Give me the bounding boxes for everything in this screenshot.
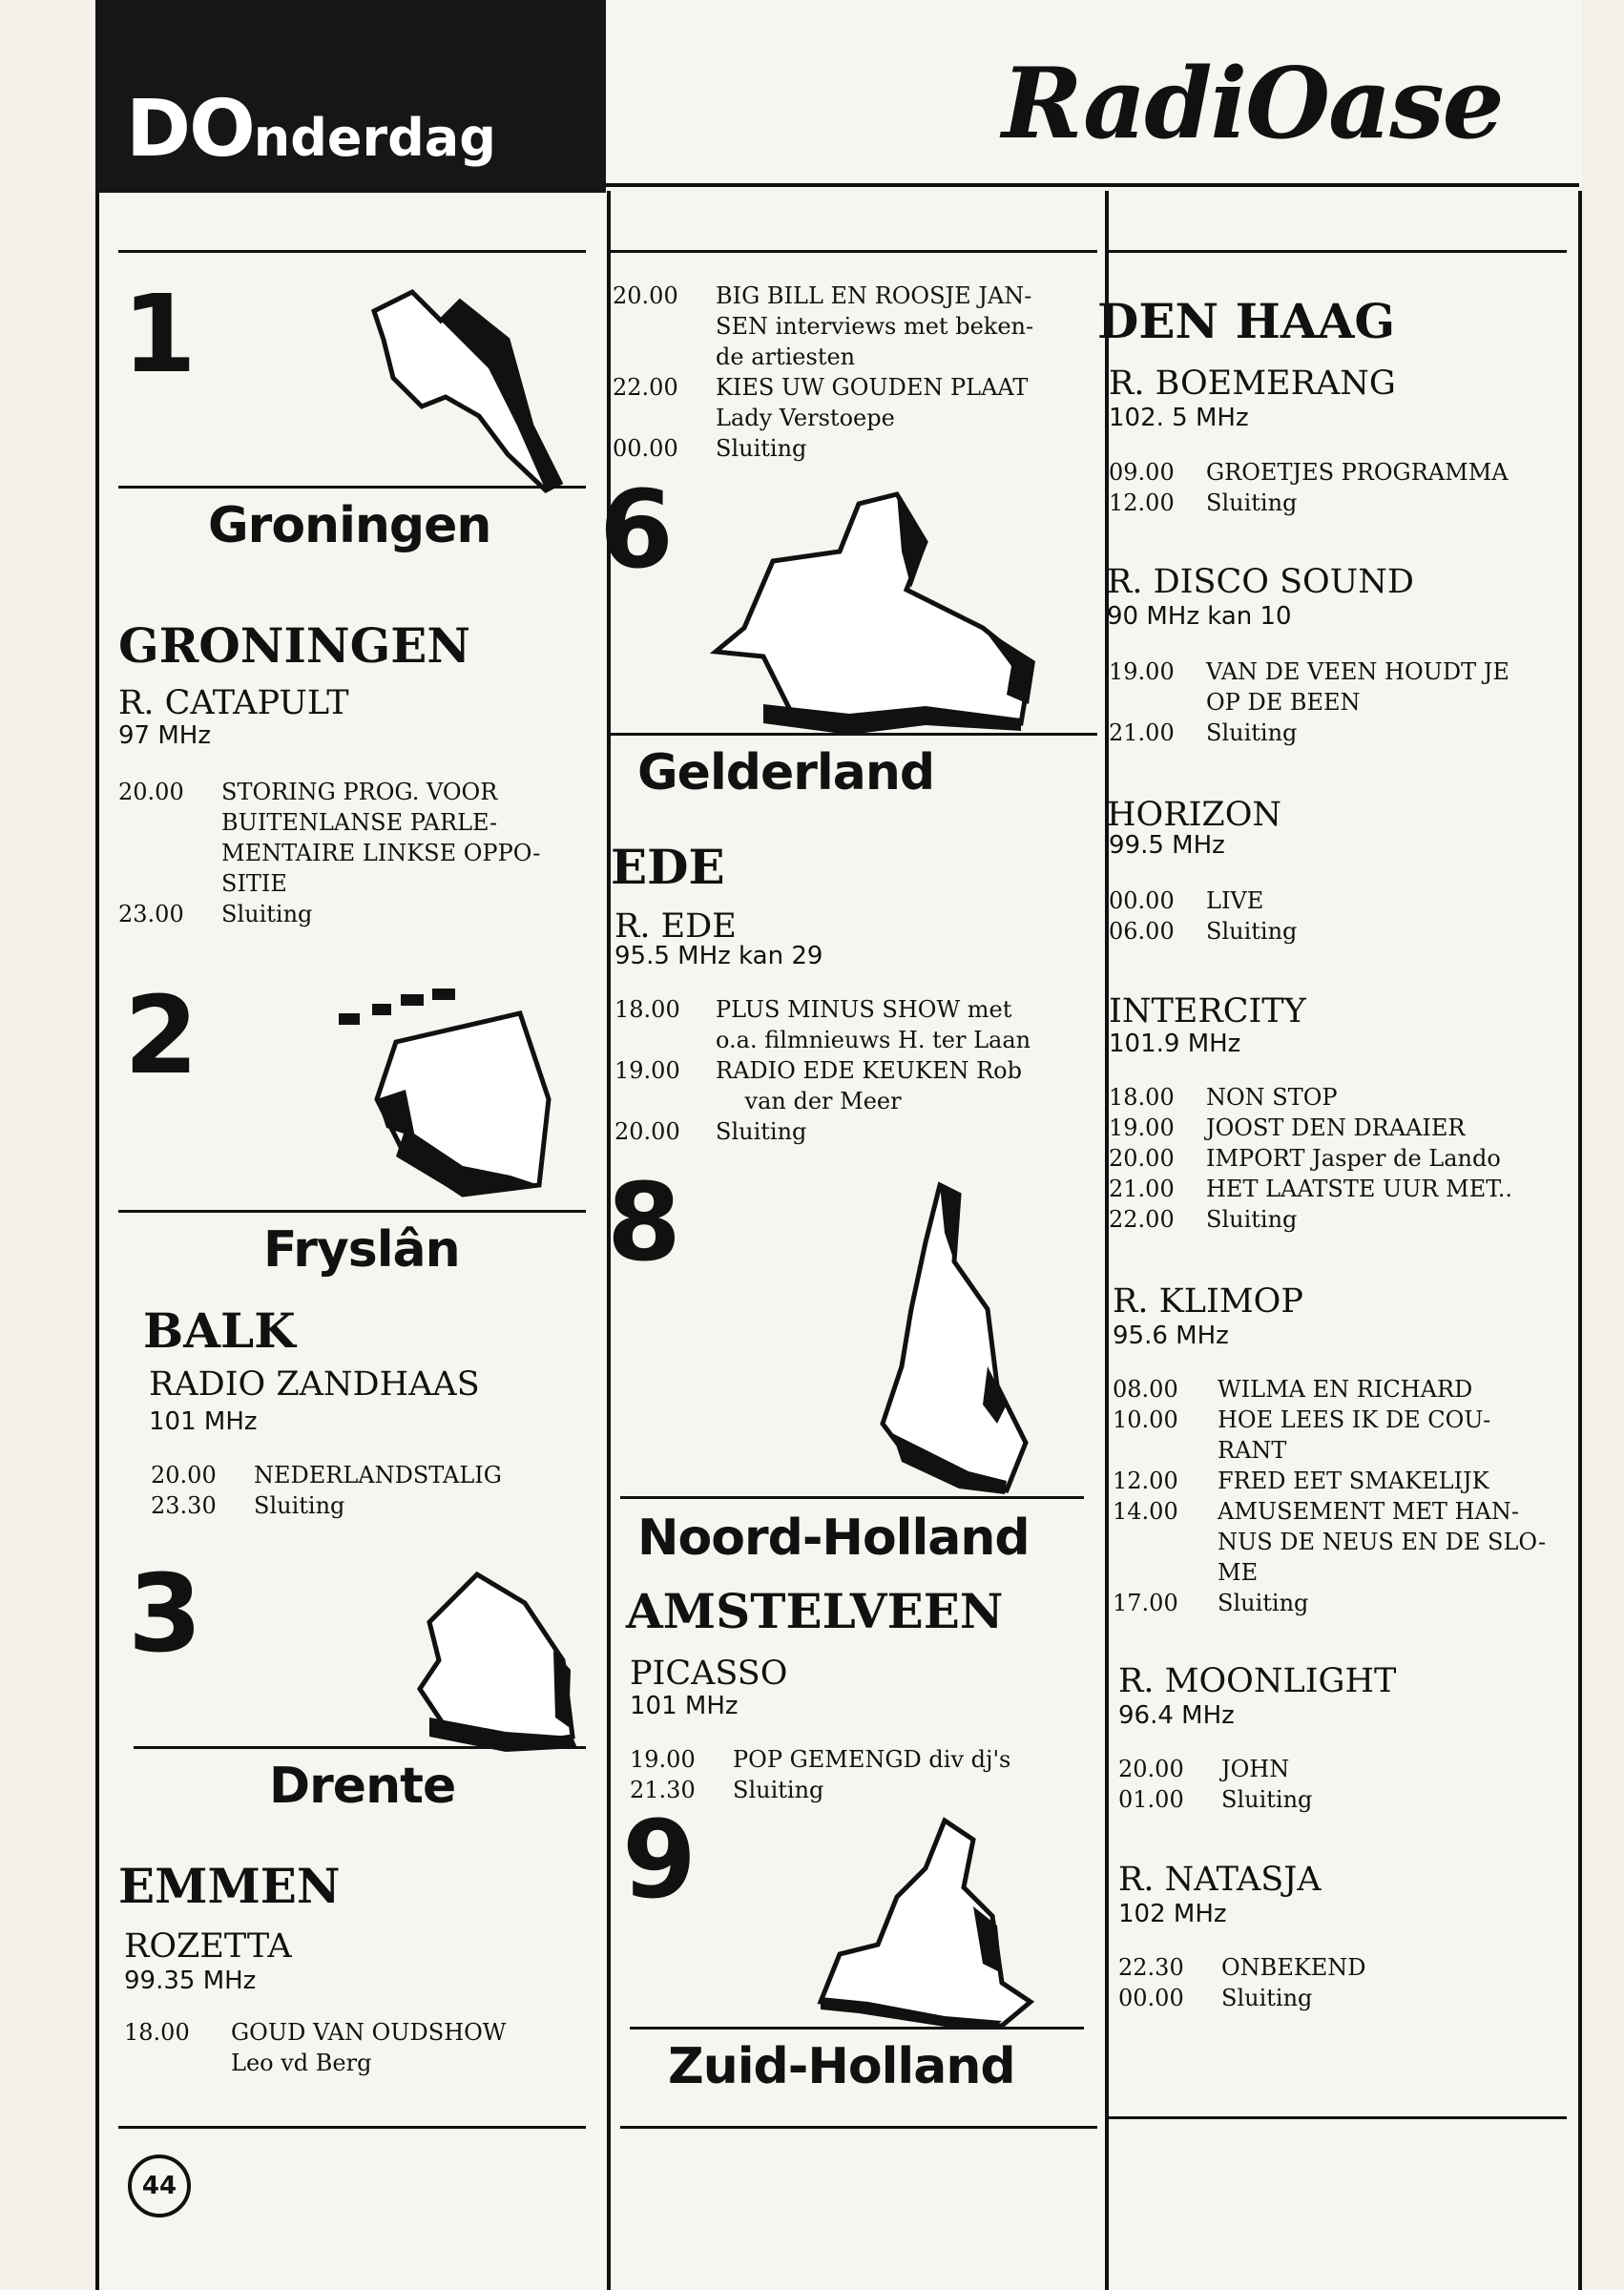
schedule-row: 23.00 Sluiting	[118, 901, 313, 927]
schedule-row: 21.30 Sluiting	[630, 1777, 824, 1803]
col3-top-rule	[1109, 250, 1567, 253]
province-label-gelderland: Gelderland	[637, 744, 935, 802]
schedule-row: 00.00 Sluiting	[1118, 1985, 1313, 2011]
station-name-natasja: R. NATASJA	[1118, 1861, 1322, 1899]
region-number-gelderland: 6	[599, 468, 674, 593]
schedule-row: 09.00 GROETJES PROGRAMMA	[1109, 459, 1509, 486]
station-name-zandhaas: RADIO ZANDHAAS	[149, 1365, 480, 1404]
schedule-row: 00.00 Sluiting	[613, 435, 807, 462]
schedule-row: 19.00 VAN DE VEEN HOUDT JE OP DE BEEN	[1109, 658, 1509, 716]
schedule-row: 21.00 HET LAATSTE UUR MET..	[1109, 1176, 1512, 1202]
schedule-intercity	[1109, 1082, 1512, 1235]
frame-right-border	[1578, 191, 1582, 2290]
station-name-rozetta: ROZETTA	[124, 1927, 292, 1966]
schedule-row: 14.00 AMUSEMENT MET HAN- NUS DE NEUS EN DE SLO- ME	[1113, 1498, 1547, 1586]
schedule-boemerang	[1109, 457, 1509, 518]
station-name-horizon: HORIZON	[1107, 796, 1282, 834]
province-label-zuid-holland: Zuid-Holland	[668, 2038, 1015, 2095]
schedule-row: 20.00 BIG BILL EN ROOSJE JAN- SEN interviews met beken- de artiesten	[613, 282, 1034, 370]
schedule-picasso	[630, 1744, 1010, 1805]
schedule-row: 18.00 NON STOP	[1109, 1084, 1338, 1111]
col3-bottom-rule	[1109, 2116, 1567, 2119]
schedule-row: 08.00 WILMA EN RICHARD	[1113, 1376, 1473, 1403]
schedule-zandhaas	[151, 1460, 502, 1521]
schedule-row: 20.00 IMPORT Jasper de Lando	[1109, 1145, 1501, 1172]
schedule-row: 18.00 GOUD VAN OUDSHOW Leo vd Berg	[124, 2019, 507, 2076]
header-rule	[606, 183, 1579, 187]
schedule-catapult	[118, 777, 540, 929]
station-name-intercity: INTERCITY	[1109, 992, 1306, 1030]
station-freq-rozetta: 99.35 MHz	[124, 1967, 257, 1995]
fryslan-map-icon	[320, 985, 568, 1204]
schedule-row: 06.00 Sluiting	[1109, 918, 1298, 945]
region-number-zuid-holland: 9	[622, 1799, 697, 1923]
station-freq-picasso: 101 MHz	[630, 1692, 739, 1720]
col1-top-rule	[118, 250, 586, 253]
schedule-row: 20.00 STORING PROG. VOOR BUITENLANSE PARLE- MENTAIRE LINKSE OPPO- SITIE	[118, 779, 541, 897]
schedule-row: 12.00 FRED EET SMAKELIJK	[1113, 1468, 1489, 1494]
schedule-row: 23.30 Sluiting	[151, 1492, 345, 1519]
groningen-map-icon	[355, 282, 584, 492]
schedule-disco-sound	[1109, 656, 1509, 748]
schedule-row: 22.00 KIES UW GOUDEN PLAAT Lady Verstoepe	[613, 374, 1029, 431]
schedule-row: 21.00 Sluiting	[1109, 719, 1298, 746]
province-label-drente: Drente	[269, 1758, 456, 1815]
schedule-row: 20.00 JOHN	[1118, 1756, 1290, 1782]
schedule-row: 22.00 Sluiting	[1109, 1206, 1298, 1233]
station-freq-catapult: 97 MHz	[118, 721, 211, 750]
col1-bottom-rule	[118, 2126, 586, 2129]
station-name-catapult: R. CATAPULT	[118, 684, 349, 722]
station-freq-r-ede: 95.5 MHz kan 29	[614, 942, 823, 970]
schedule-row: 19.00 JOOST DEN DRAAIER	[1109, 1114, 1466, 1141]
station-freq-horizon: 99.5 MHz	[1109, 831, 1225, 860]
province-label-noord-holland: Noord-Holland	[637, 1509, 1030, 1567]
station-freq-boemerang: 102. 5 MHz	[1109, 404, 1249, 432]
station-name-picasso: PICASSO	[630, 1655, 788, 1693]
station-name-klimop: R. KLIMOP	[1113, 1282, 1303, 1321]
col2-top-rule	[611, 250, 1097, 253]
schedule-row: 19.00 POP GEMENGD div dj's	[630, 1746, 1011, 1773]
brand-logo: RadiOase	[1002, 47, 1503, 161]
schedule-row: 19.00 RADIO EDE KEUKEN Rob van der Meer	[614, 1057, 1022, 1114]
schedule-row: 20.00 Sluiting	[614, 1118, 807, 1145]
region-number-noord-holland: 8	[607, 1161, 681, 1285]
zuid-holland-map-icon	[802, 1811, 1050, 2030]
city-heading-emmen: EMMEN	[118, 1858, 341, 1914]
station-freq-zandhaas: 101 MHz	[149, 1407, 258, 1436]
station-freq-natasja: 102 MHz	[1118, 1900, 1227, 1928]
page-number: 44	[128, 2155, 191, 2217]
schedule-moonlight	[1118, 1754, 1312, 1815]
schedule-row: 10.00 HOE LEES IK DE COU- RANT	[1113, 1406, 1491, 1464]
station-freq-intercity: 101.9 MHz	[1109, 1030, 1241, 1058]
station-freq-klimop: 95.6 MHz	[1113, 1322, 1229, 1350]
schedule-row: 22.30 ONBEKEND	[1118, 1954, 1366, 1981]
schedule-row: 01.00 Sluiting	[1118, 1786, 1313, 1813]
schedule-row: 20.00 NEDERLANDSTALIG	[151, 1462, 502, 1488]
frame-left-border	[95, 191, 99, 2290]
schedule-horizon	[1109, 885, 1297, 947]
schedule-klimop	[1113, 1374, 1546, 1618]
region-number-fryslan: 2	[124, 974, 198, 1098]
schedule-rozetta	[124, 2017, 506, 2078]
station-freq-moonlight: 96.4 MHz	[1118, 1701, 1235, 1730]
day-title: DOnderdag	[126, 84, 496, 175]
gelderland-map-icon	[706, 485, 1050, 738]
station-name-disco-sound: R. DISCO SOUND	[1107, 563, 1414, 601]
schedule-r-ede	[614, 994, 1031, 1147]
drente-map-icon	[391, 1565, 592, 1756]
station-name-boemerang: R. BOEMERANG	[1109, 364, 1396, 403]
province-label-groningen: Groningen	[208, 497, 491, 554]
col2-bottom-rule	[620, 2126, 1097, 2129]
city-heading-groningen: GRONINGEN	[118, 617, 471, 674]
station-name-moonlight: R. MOONLIGHT	[1118, 1662, 1397, 1700]
city-heading-den-haag: DEN HAAG	[1097, 293, 1396, 349]
province-label-fryslan: Fryslân	[263, 1221, 460, 1279]
schedule-row: 12.00 Sluiting	[1109, 489, 1298, 516]
city-heading-balk: BALK	[143, 1302, 296, 1359]
col1-fryslan-rule	[118, 1210, 586, 1213]
schedule-row: 18.00 PLUS MINUS SHOW met o.a. filmnieuws H. ter Laan	[614, 996, 1031, 1053]
station-name-r-ede: R. EDE	[614, 907, 737, 946]
schedule-continued	[613, 281, 1033, 464]
noord-holland-map-icon	[864, 1176, 1035, 1500]
schedule-natasja	[1118, 1952, 1366, 2013]
station-freq-disco-sound: 90 MHz kan 10	[1107, 602, 1292, 631]
schedule-row: 17.00 Sluiting	[1113, 1590, 1309, 1616]
city-heading-amstelveen: AMSTELVEEN	[626, 1583, 1004, 1639]
region-number-drente: 3	[128, 1552, 202, 1676]
schedule-row: 00.00 LIVE	[1109, 887, 1264, 914]
region-number-groningen: 1	[122, 273, 197, 397]
city-heading-ede: EDE	[611, 839, 725, 895]
